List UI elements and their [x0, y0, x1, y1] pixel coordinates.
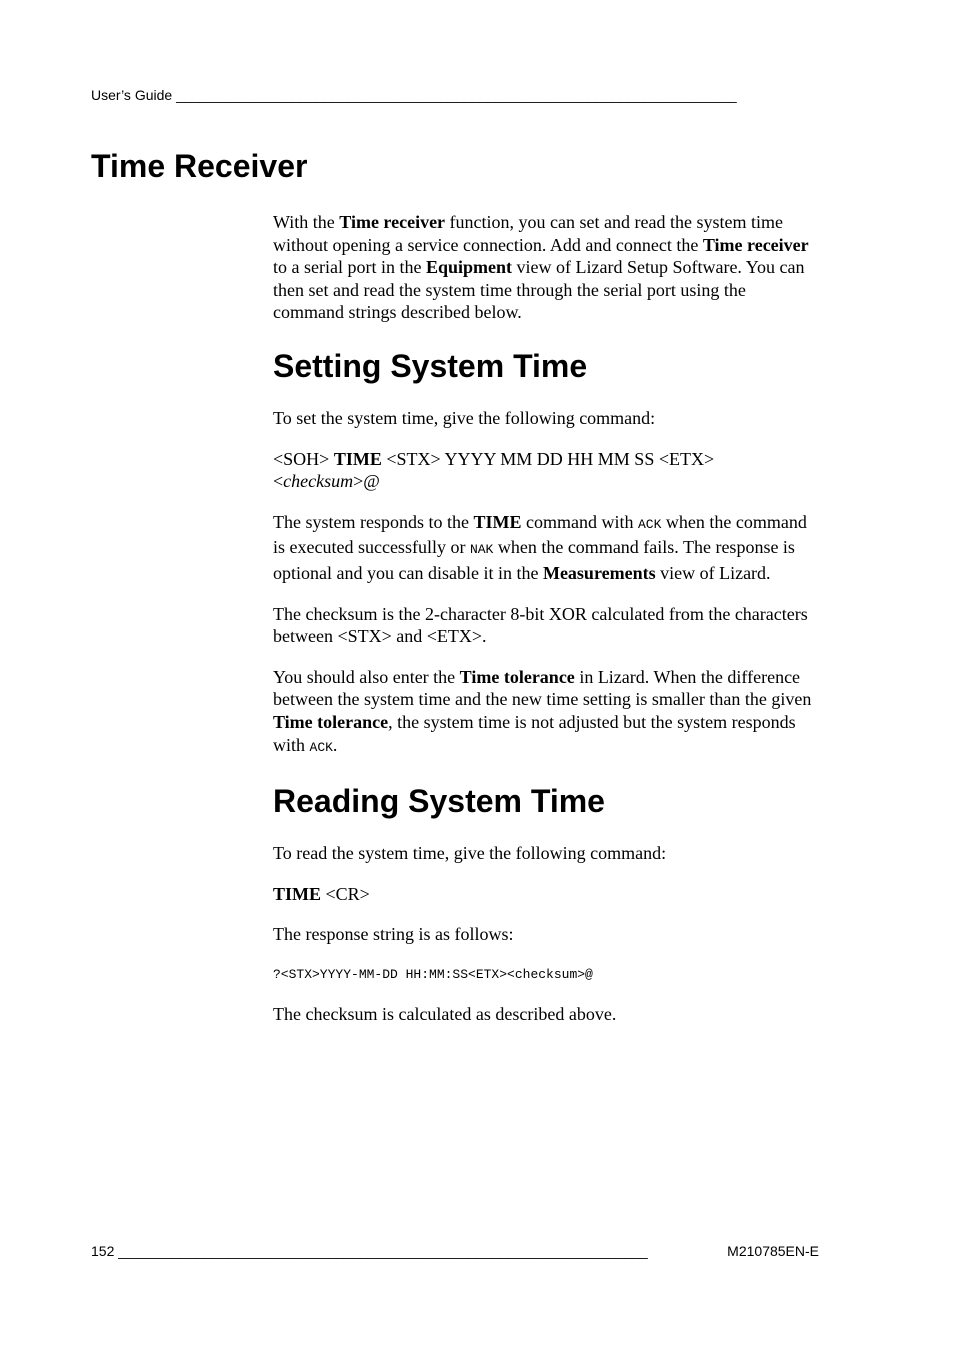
setting-response-paragraph [273, 511, 821, 585]
intro-bold-term: Equipment [425, 257, 512, 278]
code-term: ACK [637, 516, 662, 532]
body-text: command with [521, 511, 638, 532]
header-label: User’s Guide [91, 87, 173, 103]
intro-text: With the [273, 212, 340, 232]
bold-term: Measurements [542, 562, 656, 583]
closing-paragraph: The checksum is calculated as described above. [273, 1003, 617, 1024]
intro-text: to a serial port in the [273, 257, 426, 278]
response-intro: The response string is as follows: [273, 924, 514, 945]
command-keyword: TIME [273, 883, 322, 904]
command-placeholder: checksum [283, 471, 354, 492]
body-text: when the command fails. The response is optional and you can disable it in the [273, 537, 795, 583]
intro-text: view of Lizard Setup Software. You can then set and read the system time through the serial port using the command strings described below. [273, 257, 805, 323]
code-term: NAK [469, 542, 494, 558]
section-heading-setting: Setting System Time [273, 347, 588, 384]
body-text: The system responds to the [273, 511, 474, 532]
main-content [273, 211, 821, 1043]
body-text: view of Lizard. [655, 562, 771, 583]
setting-command [273, 448, 821, 493]
setting-instruction: To set the system time, give the following command: [273, 407, 656, 428]
checksum-paragraph: The checksum is the 2-character 8-bit XOR calculated from the characters between <STX> and <ETX>. [273, 603, 808, 647]
body-text: You should also enter the [273, 666, 460, 687]
command-text: <STX> YYYY MM DD HH MM SS <ETX> < [273, 448, 715, 492]
reading-instruction: To read the system time, give the following command: [273, 843, 667, 864]
footer-rule: ____________________________________________________________________ [118, 1243, 648, 1259]
body-text: in Lizard. When the difference between the system time and the new time setting is smaller than the given [273, 666, 812, 710]
tolerance-paragraph [273, 666, 821, 759]
body-text: when the command is executed successfully or [273, 511, 807, 558]
intro-bold-term: Time receiver [702, 234, 809, 255]
intro-bold-term: Time receiver [339, 212, 446, 232]
body-text: , the system time is not adjusted but the system responds with [273, 711, 796, 755]
page-footer [91, 1243, 819, 1259]
page-number: 152 [91, 1243, 115, 1259]
response-code: ?<STX>YYYY-MM-DD HH:MM:SS<ETX><checksum>@ [273, 966, 593, 982]
command-keyword: TIME [333, 448, 382, 469]
page-header [91, 87, 811, 103]
command-text: <CR> [321, 883, 370, 904]
body-text: . [332, 734, 338, 755]
bold-term: Time tolerance [273, 711, 389, 732]
command-text: <SOH> [273, 448, 334, 469]
intro-text: function, you can set and read the system time without opening a service connection. Add and connect the [273, 212, 783, 255]
code-term: ACK [309, 739, 333, 755]
header-rule: ________________________________________________________________________ [176, 87, 737, 103]
section-heading-reading: Reading System Time [273, 783, 605, 820]
command-text: >@ [353, 471, 380, 492]
reading-command [273, 883, 821, 906]
bold-term: TIME [473, 511, 522, 532]
bold-term: Time tolerance [459, 666, 575, 687]
page-title: Time Receiver [91, 148, 308, 184]
intro-paragraph [273, 211, 821, 324]
document-code: M210785EN-E [727, 1243, 819, 1259]
